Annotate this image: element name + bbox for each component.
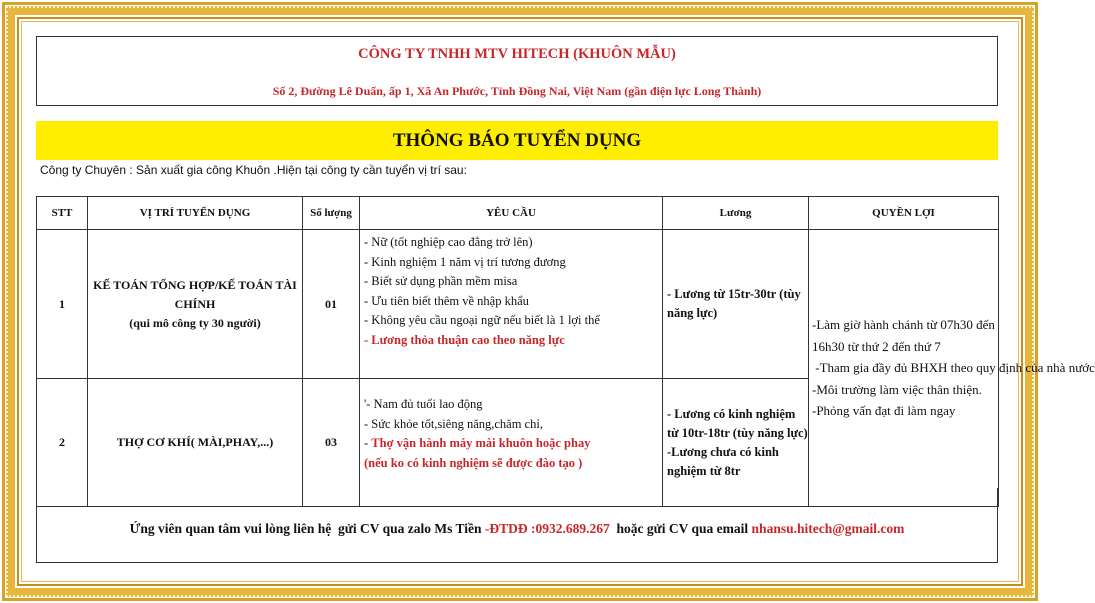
- company-address: Số 2, Đường Lê Duẩn, ấp 1, Xã An Phước, Tỉnh Đồng Nai, Việt Nam (gần điện lực Long Thành): [272, 84, 762, 98]
- header-benefits: QUYỀN LỢI: [809, 197, 999, 230]
- contact-footer: [36, 488, 998, 563]
- requirement-dash: -: [364, 436, 372, 450]
- position-title: KẾ TOÁN TỔNG HỢP/KẾ TOÁN TÀI CHÍNH: [93, 277, 297, 311]
- contact-phone: -ĐTDĐ :0932.689.267: [484, 521, 610, 536]
- announcement-banner: [36, 121, 998, 160]
- benefit-item: -Làm giờ hành chánh từ 07h30 đến 16h30 từ thứ 2 đến thứ 7: [812, 317, 995, 354]
- benefit-item: -Môi trường làm việc thân thiện.: [812, 381, 982, 397]
- requirement-highlight: - Lương thỏa thuận cao theo năng lực: [364, 332, 565, 347]
- benefits-cell: [809, 230, 1095, 507]
- row-quantity: 01: [303, 230, 360, 379]
- requirement-item: - Biết sử dụng phần mềm misa: [364, 274, 518, 288]
- position-note: (qui mô công ty 30 người): [129, 315, 261, 330]
- row-salary: - Lương từ 15tr-30tr (tùy năng lực): [663, 230, 809, 379]
- company-name: CÔNG TY TNHH MTV HITECH (KHUÔN MẪU): [358, 46, 676, 62]
- salary-line: -Lương chưa có kinh nghiệm từ 8tr: [667, 444, 779, 478]
- banner-title: THÔNG BÁO TUYỂN DỤNG: [392, 130, 642, 151]
- header-requirements: YÊU CẦU: [360, 197, 663, 230]
- intro-text: Công ty Chuyên : Sản xuất gia công Khuôn .Hiện tại công ty cần tuyển vị trí sau:: [40, 163, 467, 177]
- table-header-row: [37, 197, 999, 230]
- table-row: [37, 230, 999, 379]
- requirement-highlight: (nếu ko có kinh nghiệm sẽ được đào tạo ): [364, 455, 583, 470]
- header-salary: Lương: [663, 197, 809, 230]
- salary-line: - Lương có kinh nghiệm từ 10tr-18tr (tùy năng lực): [667, 406, 808, 440]
- header-quantity: Số lượng: [303, 197, 360, 230]
- requirement-highlight-text: Thợ vận hành máy mài khuôn hoặc phay: [371, 436, 591, 450]
- company-header: [36, 36, 998, 106]
- contact-email: nhansu.hitech@gmail.com: [751, 521, 905, 536]
- header-position: VỊ TRÍ TUYỂN DỤNG: [88, 197, 303, 230]
- row-requirements: [360, 230, 663, 379]
- requirement-item: - Không yêu cầu ngoại ngữ nếu biết là 1 lợi thế: [364, 313, 600, 327]
- row-position: [88, 230, 303, 379]
- jobs-table: [36, 196, 1095, 507]
- benefit-item: -Phỏng vấn đạt đi làm ngay: [812, 403, 956, 419]
- contact-line: [37, 521, 997, 537]
- requirement-highlight: [364, 434, 662, 454]
- contact-mid: hoặc gửi CV qua email: [609, 521, 752, 536]
- requirement-item: - Kinh nghiệm 1 năm vị trí tương đương: [364, 254, 566, 269]
- header-stt: STT: [37, 197, 88, 230]
- benefit-item: -Tham gia đầy đủ BHXH theo quy định của nhà nước: [812, 360, 1095, 376]
- row-stt: 2: [37, 379, 88, 507]
- requirement-item: - Nữ (tốt nghiệp cao đẳng trở lên): [364, 235, 533, 249]
- position-title: THỢ CƠ KHÍ( MÀI,PHAY,...): [116, 435, 274, 449]
- requirement-item: - Ưu tiên biết thêm về nhập khẩu: [364, 293, 529, 308]
- row-quantity: 03: [303, 379, 360, 507]
- row-stt: 1: [37, 230, 88, 379]
- requirement-item: - Sức khỏe tốt,siêng năng,chăm chỉ,: [364, 416, 543, 431]
- requirement-item: '- Nam đủ tuổi lao động: [364, 397, 483, 411]
- contact-text: Ứng viên quan tâm vui lòng liên hệ gửi CV qua zalo Ms Tiền: [129, 521, 485, 536]
